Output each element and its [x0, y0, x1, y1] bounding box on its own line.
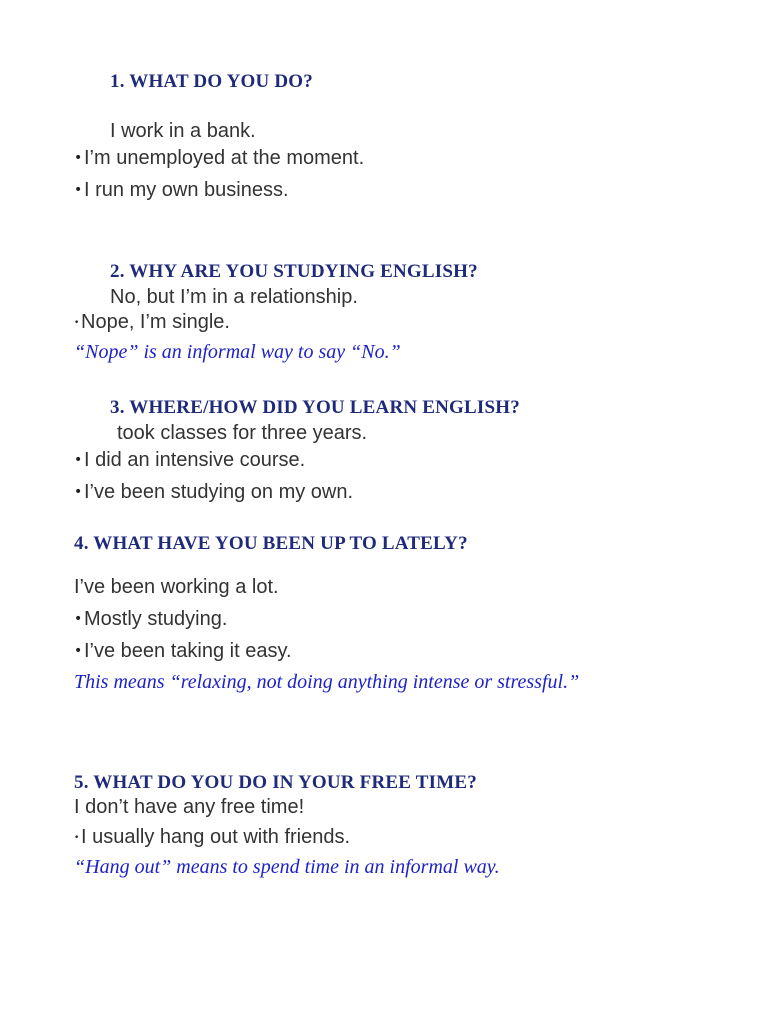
answer-3-3 — [74, 481, 353, 504]
answer-1-3 — [74, 179, 289, 202]
answer-2-2 — [74, 311, 230, 334]
bullet: • — [74, 452, 83, 468]
bullet: • — [74, 833, 80, 843]
question-2: 2. WHY ARE YOU STUDYING ENGLISH? — [110, 261, 478, 282]
bullet: • — [74, 318, 80, 328]
answer-text: I’m unemployed at the moment. — [84, 147, 365, 169]
answer-text: Mostly studying. — [84, 608, 228, 630]
note-2: “Nope” is an informal way to say “No.” — [74, 341, 401, 363]
note-5: “Hang out” means to spend time in an informal way. — [74, 856, 500, 878]
question-1: 1. WHAT DO YOU DO? — [110, 71, 313, 92]
bullet: • — [74, 150, 83, 166]
bullet: • — [74, 611, 83, 627]
bullet: • — [74, 484, 83, 500]
answer-1-2 — [74, 147, 364, 170]
answer-text: I’ve been taking it easy. — [84, 640, 292, 662]
answer-4-3 — [74, 640, 292, 663]
answer-5-2 — [74, 826, 350, 849]
bullet: • — [74, 182, 83, 198]
answer-text: I did an intensive course. — [84, 449, 306, 471]
answer-text: I run my own business. — [84, 179, 289, 201]
answer-text: I usually hang out with friends. — [81, 826, 351, 848]
question-5: 5. WHAT DO YOU DO IN YOUR FREE TIME? — [74, 772, 477, 793]
answer-4-1: I’ve been working a lot. — [74, 576, 279, 598]
answer-text: I’ve been studying on my own. — [84, 481, 354, 503]
answer-4-2 — [74, 608, 227, 631]
answer-1-1: I work in a bank. — [110, 120, 256, 142]
answer-5-1: I don’t have any free time! — [74, 796, 305, 818]
question-4: 4. WHAT HAVE YOU BEEN UP TO LATELY? — [74, 533, 468, 554]
question-3: 3. WHERE/HOW DID YOU LEARN ENGLISH? — [110, 397, 520, 418]
answer-3-2 — [74, 449, 305, 472]
answer-3-1: took classes for three years. — [117, 422, 368, 444]
answer-2-1: No, but I’m in a relationship. — [110, 286, 358, 308]
note-4: This means “relaxing, not doing anything intense or stressful.” — [74, 671, 580, 693]
bullet: • — [74, 643, 83, 659]
answer-text: Nope, I’m single. — [81, 311, 230, 333]
